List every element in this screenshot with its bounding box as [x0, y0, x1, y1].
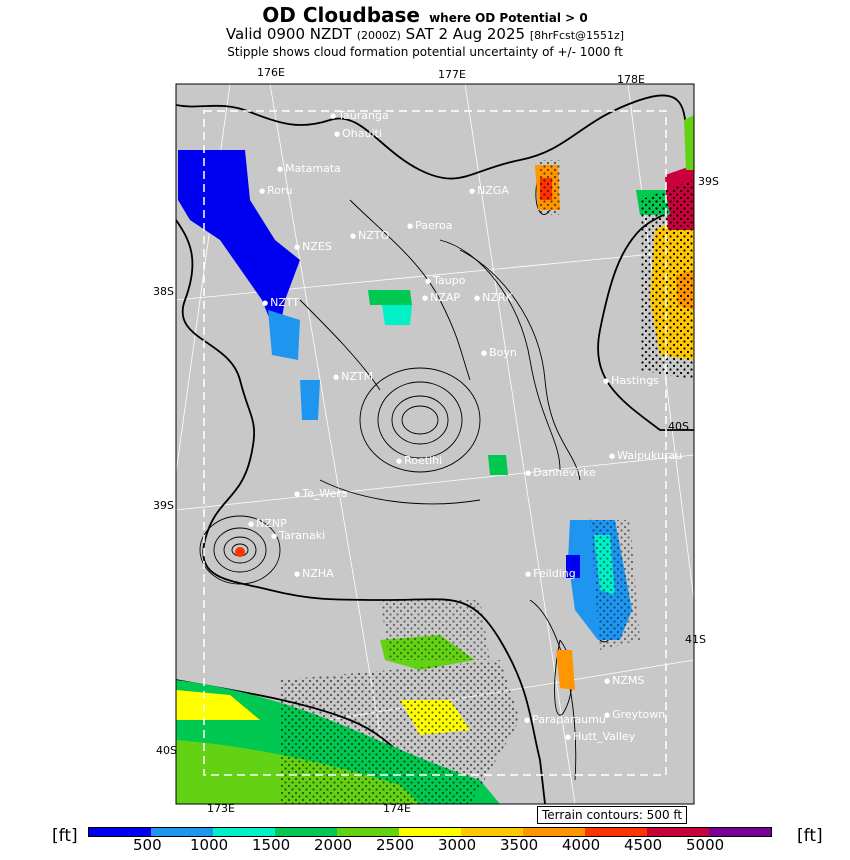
valid-prefix: Valid 0900 NZDT — [225, 25, 352, 43]
legend-swatch — [399, 828, 461, 836]
legend-swatch — [337, 828, 399, 836]
chart-subtitle: where OD Potential > 0 — [429, 11, 588, 25]
place-label: ● Boyn — [481, 346, 517, 359]
place-label: ● NZGA — [469, 184, 509, 197]
place-label: ● NZNP — [248, 517, 287, 530]
place-label: ● NZMS — [604, 674, 644, 687]
lat-label-right: 39S — [698, 175, 719, 188]
place-label: ● Dannevirke — [525, 466, 596, 479]
lon-label-top: 178E — [617, 73, 645, 86]
legend-swatch — [213, 828, 275, 836]
legend-unit-right: [ft] — [797, 826, 823, 846]
legend-tick-label: 2500 — [376, 836, 415, 854]
place-label: ● NZTM — [333, 370, 373, 383]
place-label: ● Roetihi — [396, 454, 442, 467]
place-label: ● Taupo — [425, 274, 465, 287]
place-label: ● NZTO — [350, 229, 389, 242]
place-label: ● Greytown — [604, 708, 665, 721]
lat-label-right: 40S — [668, 420, 689, 433]
place-label: ● Roru — [259, 184, 292, 197]
lat-label-left: 39S — [153, 499, 174, 512]
legend-tick-label: 5000 — [686, 836, 725, 854]
legend-unit-left: [ft] — [52, 826, 78, 846]
place-label: ● Te_Wera — [294, 487, 348, 500]
place-label: ● NZRK — [474, 291, 513, 304]
legend-swatch — [647, 828, 709, 836]
place-label: ● Paeroa — [407, 219, 453, 232]
valid-utc: (2000Z) — [356, 29, 401, 42]
legend-swatch — [709, 828, 771, 836]
legend-tick-label: 2000 — [314, 836, 353, 854]
legend-swatch — [461, 828, 523, 836]
legend-swatch — [523, 828, 585, 836]
legend-swatch — [275, 828, 337, 836]
stipple-note: Stipple shows cloud formation potential uncertainty of +/- 1000 ft — [227, 45, 623, 59]
legend-tick-label: 3500 — [500, 836, 539, 854]
place-label: ● Matamata — [277, 162, 341, 175]
place-label: ● Ohauiti — [334, 127, 382, 140]
place-label: ● Hastings — [603, 374, 659, 387]
legend-swatch — [151, 828, 213, 836]
place-label: ● NZAP — [422, 291, 460, 304]
place-label: ● NZES — [294, 240, 332, 253]
lon-label-bottom: 173E — [207, 802, 235, 815]
forecast-info: [8hrFcst@1551z] — [529, 29, 625, 42]
place-label: ● Feilding — [525, 567, 576, 580]
legend-swatch — [585, 828, 647, 836]
legend-tick-label: 4500 — [624, 836, 663, 854]
lon-label-bottom: 174E — [383, 802, 411, 815]
place-label: ● Tauranga — [330, 109, 389, 122]
legend-tick-label: 1000 — [190, 836, 229, 854]
legend-tick-label: 500 — [133, 836, 162, 854]
place-label: ● Paraparaumu — [524, 713, 606, 726]
lat-label-left: 38S — [153, 285, 174, 298]
place-label: ● NZHA — [294, 567, 334, 580]
lon-label-top: 176E — [257, 66, 285, 79]
chart-title: OD Cloudbase — [262, 3, 420, 27]
lat-label-right: 41S — [685, 633, 706, 646]
place-label: ● Hutt_Valley — [565, 730, 635, 743]
lon-label-top: 177E — [438, 68, 466, 81]
terrain-contour-note: Terrain contours: 500 ft — [537, 806, 687, 824]
place-label: ● Taranaki — [271, 529, 325, 542]
place-label: ● NZTT — [262, 296, 299, 309]
legend-swatch — [89, 828, 151, 836]
legend-tick-label: 1500 — [252, 836, 291, 854]
place-label: ● Waipukurau — [609, 449, 682, 462]
legend-tick-label: 4000 — [562, 836, 601, 854]
legend-tick-label: 3000 — [438, 836, 477, 854]
valid-date: SAT 2 Aug 2025 — [405, 25, 526, 43]
lat-label-left: 40S — [156, 744, 177, 757]
